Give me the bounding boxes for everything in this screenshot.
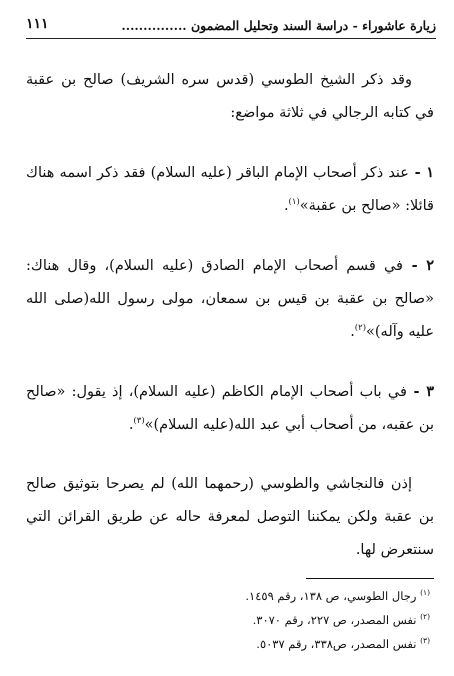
item-tail: . — [283, 198, 289, 214]
list-item — [26, 249, 434, 349]
footnote-text: نفس المصدر، ص ٢٢٧، رقم ٣٠٧٠. — [252, 613, 421, 627]
item-number: ٢ - — [402, 257, 434, 274]
list-item — [26, 375, 434, 442]
footnote-mark: (١) — [420, 588, 430, 598]
footnote — [26, 608, 430, 632]
item-tail: . — [350, 324, 355, 340]
body-text — [26, 64, 434, 593]
item-number: ٣ - — [406, 383, 434, 400]
footnote-mark: (٢) — [420, 612, 430, 622]
footnote — [26, 584, 430, 608]
header-title: زيارة عاشوراء - دراسة السند وتحليل المضمون ............... — [121, 18, 436, 33]
conclusion-paragraph — [26, 468, 434, 567]
item-text: في باب أصحاب الإمام الكاظم (عليه السلام)، إذ يقول: «صالح بن عقبه، من أصحاب أبي عبد الله(عليه السلام)» — [26, 384, 434, 433]
intro-text: وقد ذكر الشيخ الطوسي (قدس سره الشريف) صالح بن عقبة في كتابه الرجالي في ثلاثة مواضع: — [26, 72, 434, 121]
item-tail: . — [128, 417, 134, 433]
conclusion-text: إذن فالنجاشي والطوسي (رحمهما الله) لم يصرحا بتوثيق صالح بن عقبة ولكن يمكننا التوصل لمعرفة حاله عن طريق القرائن التي سنتعرض لها. — [26, 476, 434, 558]
running-header — [26, 16, 436, 39]
intro-paragraph — [26, 64, 434, 130]
item-text: عند ذكر أصحاب الإمام الباقر (عليه السلام) فقد ذكر اسمه هناك قائلا: «صالح بن عقبة» — [26, 165, 434, 214]
page-number: ١١١ — [26, 16, 49, 32]
footnote-marker: (٢) — [354, 323, 367, 334]
item-text: في قسم أصحاب الإمام الصادق (عليه السلام)، وقال هناك: «صالح بن عقبة بن قيس بن سمعان، مولى رسول الله(صلى الله عليه وآله)» — [26, 258, 434, 340]
footnote-marker: (١) — [288, 197, 300, 208]
item-number: ١ - — [408, 164, 434, 181]
footnote-text: نفس المصدر، ص٣٣٨، رقم ٥٠٣٧. — [256, 637, 421, 651]
footnote-divider — [306, 578, 434, 579]
footnote-text: رجال الطوسي، ص ١٣٨، رقم ١٤٥٩. — [245, 589, 421, 603]
list-item — [26, 156, 434, 223]
footnote-mark: (٣) — [420, 636, 430, 646]
footnote — [26, 632, 430, 656]
footnote-marker: (٣) — [133, 416, 145, 427]
footnotes — [26, 584, 430, 656]
